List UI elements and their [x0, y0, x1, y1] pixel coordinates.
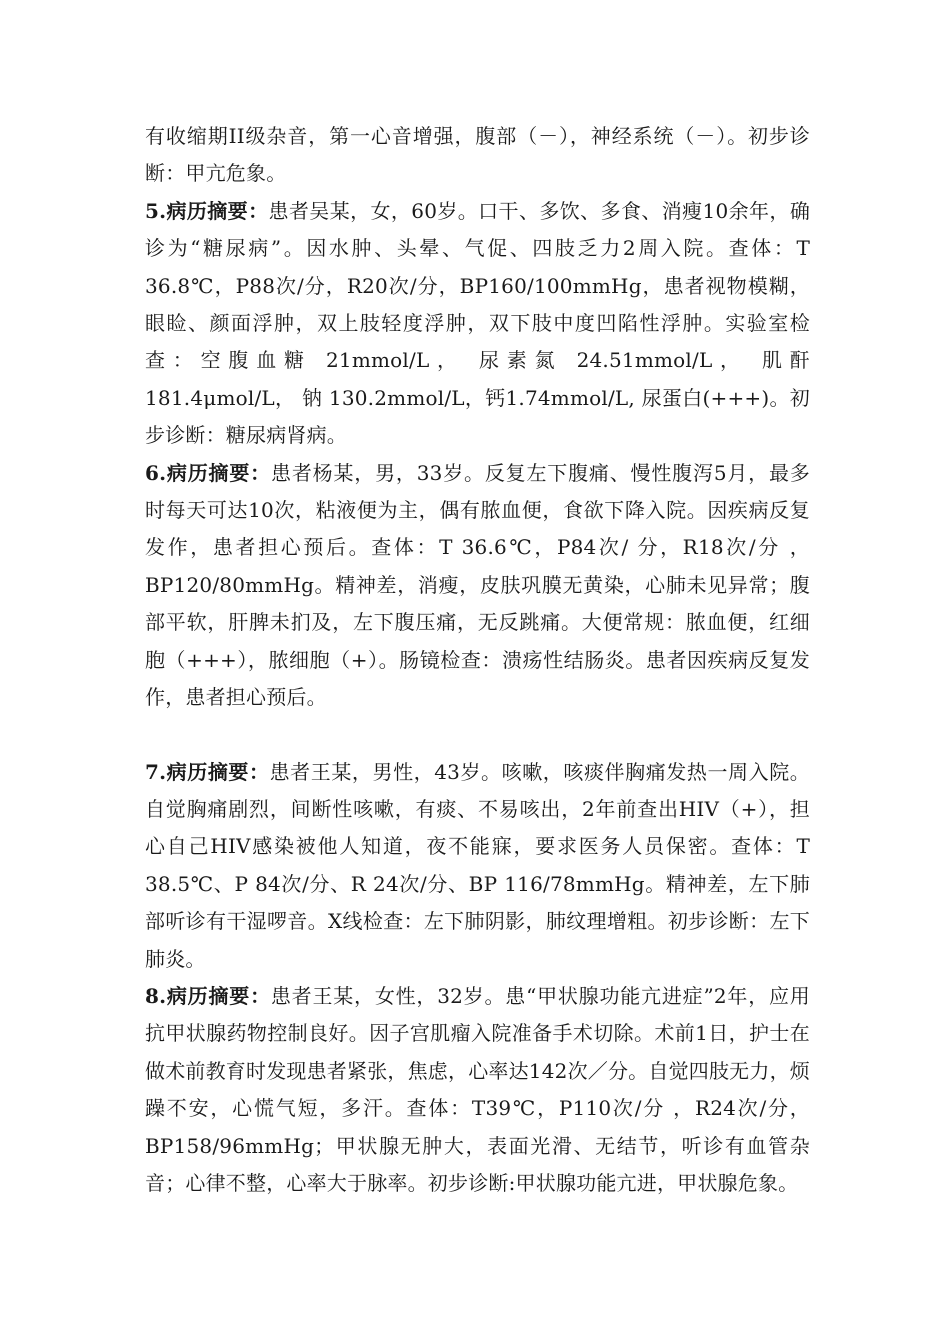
- case-5-number: 5.: [145, 198, 167, 223]
- case-6-number: 6.: [145, 460, 167, 485]
- case-5-paragraph: [145, 193, 810, 455]
- case-5-body: 患者吴某，女，60岁。口干、多饮、多食、消瘦10余年，确诊为“糖尿病”。因水肿、头晕、气促、四肢乏力2周入院。查体：T 36.8℃，P88次/分，R20次/分，BP160/100mmHg，患者视物模糊，眼睑、颜面浮肿，双上肢轻度浮肿，双下肢中度凹陷性浮肿。实验室检查：空腹血糖 21mmol/L， 尿素氮 24.51mmol/L， 肌酐 181.4μmol/L， 钠 130.2mmol/L，钙1.74mmol/L, 尿蛋白(+++)。初步诊断：糖尿病肾病。: [145, 198, 811, 448]
- case-5-label: 病历摘要：: [166, 198, 269, 223]
- case-6-body: 患者杨某，男，33岁。反复左下腹痛、慢性腹泻5月，最多时每天可达10次，粘液便为主，偶有脓血便，食欲下降入院。因疾病反复发作，患者担心预后。查体：T 36.6℃，P84次/ 分，R18次/分 ，BP120/80mmHg。精神差，消瘦，皮肤巩膜无黄染，心肺未见异常；腹部平软，肝脾未扪及，左下腹压痛，无反跳痛。大便常规：脓血便，红细胞（+++），脓细胞（+）。肠镜检查：溃疡性结肠炎。患者因疾病反复发作，患者担心预后。: [145, 460, 811, 710]
- intro-text: 有收缩期II级杂音，第一心音增强，腹部（－），神经系统（－）。初步诊断：甲亢危象。: [145, 124, 810, 186]
- case-7-number: 7.: [145, 759, 167, 784]
- intro-paragraph: [145, 118, 810, 193]
- case-7-label: 病历摘要：: [166, 759, 270, 784]
- case-7-body: 患者王某，男性，43岁。咳嗽，咳痰伴胸痛发热一周入院。自觉胸痛剧烈，间断性咳嗽，有痰、不易咳出，2年前查出HIV（+），担心自己HIV感染被他人知道，夜不能寐，要求医务人员保密。查体：T 38.5℃、P 84次/分、R 24次/分、BP 116/78mmHg。精神差，左下肺部听诊有干湿啰音。X线检查：左下肺阴影，肺纹理增粗。初步诊断：左下肺炎。: [145, 759, 810, 971]
- case-8-number: 8.: [145, 983, 167, 1008]
- case-8-body: 患者王某，女性，32岁。患“甲状腺功能亢进症”2年，应用抗甲状腺药物控制良好。因子宫肌瘤入院准备手术切除。术前1日，护士在做术前教育时发现患者紧张，焦虑，心率达142次／分。自觉四肢无力，烦躁不安，心慌气短，多汗。查体：T39℃，P110次/分 ，R24次/分，BP158/96mmHg；甲状腺无肿大，表面光滑、无结节，听诊有血管杂音；心律不整，心率大于脉率。初步诊断:甲状腺功能亢进，甲状腺危象。: [145, 983, 810, 1195]
- paragraph-spacer: [145, 717, 810, 754]
- case-8-label: 病历摘要：: [166, 983, 271, 1008]
- case-6-paragraph: [145, 455, 810, 717]
- case-7-paragraph: [145, 754, 810, 978]
- document-body: [145, 118, 810, 1202]
- case-8-paragraph: [145, 978, 810, 1202]
- case-6-label: 病历摘要：: [166, 460, 271, 485]
